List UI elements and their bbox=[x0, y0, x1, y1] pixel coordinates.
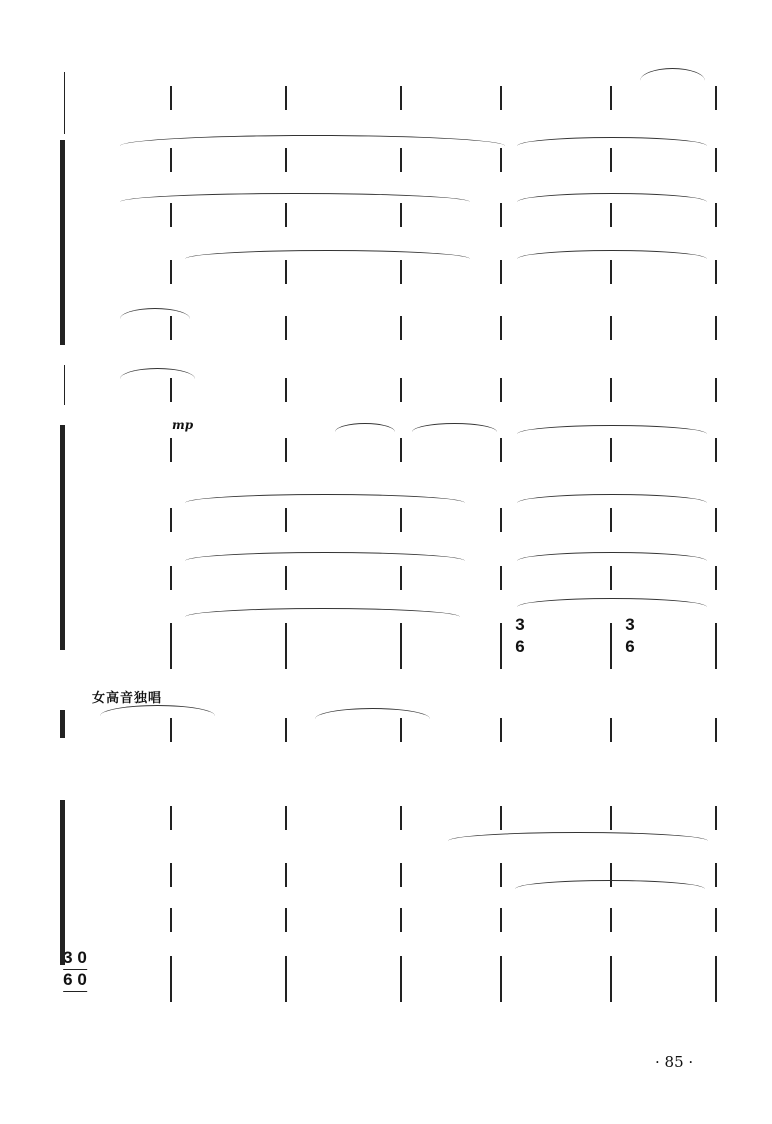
barline bbox=[500, 623, 502, 669]
barline bbox=[400, 956, 402, 1002]
barline bbox=[610, 148, 612, 172]
barline bbox=[170, 863, 172, 887]
barline bbox=[715, 623, 717, 669]
barline bbox=[500, 148, 502, 172]
barline bbox=[170, 623, 172, 669]
barline bbox=[170, 316, 172, 340]
barline bbox=[285, 203, 287, 227]
choir-bracket bbox=[60, 140, 65, 345]
slur bbox=[517, 137, 707, 146]
dynamic-marking: mp bbox=[172, 418, 194, 432]
barline bbox=[170, 956, 172, 1002]
slur bbox=[185, 494, 465, 503]
slur bbox=[412, 423, 497, 432]
note: 6 bbox=[625, 637, 635, 656]
barline bbox=[285, 908, 287, 932]
barline bbox=[285, 378, 287, 402]
barline bbox=[400, 508, 402, 532]
barline bbox=[170, 203, 172, 227]
section-title: 女高音独唱 bbox=[92, 691, 163, 706]
slur bbox=[335, 423, 395, 432]
barline bbox=[170, 566, 172, 590]
barline bbox=[500, 718, 502, 742]
barline bbox=[285, 956, 287, 1002]
barline bbox=[400, 806, 402, 830]
slur bbox=[517, 494, 707, 503]
note: 6 bbox=[515, 637, 525, 656]
barline bbox=[285, 863, 287, 887]
slur bbox=[185, 552, 465, 561]
barline bbox=[715, 148, 717, 172]
barline bbox=[715, 438, 717, 462]
barline bbox=[715, 316, 717, 340]
barline bbox=[500, 260, 502, 284]
page-number: · 85 · bbox=[655, 1053, 694, 1071]
barline bbox=[610, 566, 612, 590]
slur bbox=[185, 250, 470, 259]
barline bbox=[285, 566, 287, 590]
slur bbox=[640, 68, 705, 81]
repeat-bar bbox=[60, 710, 65, 738]
barline bbox=[400, 260, 402, 284]
barline bbox=[610, 260, 612, 284]
barline bbox=[400, 203, 402, 227]
barline bbox=[400, 908, 402, 932]
barline bbox=[285, 806, 287, 830]
solo-bracket bbox=[64, 365, 65, 405]
barline bbox=[285, 438, 287, 462]
barline bbox=[500, 378, 502, 402]
barline bbox=[610, 203, 612, 227]
barline bbox=[500, 203, 502, 227]
choir-bracket bbox=[60, 425, 65, 650]
note: 6 0 bbox=[63, 970, 87, 992]
barline bbox=[400, 378, 402, 402]
slur bbox=[515, 880, 705, 889]
slur bbox=[120, 193, 470, 202]
barline bbox=[610, 956, 612, 1002]
barline bbox=[500, 806, 502, 830]
barline bbox=[170, 86, 172, 110]
barline bbox=[285, 148, 287, 172]
barline bbox=[285, 718, 287, 742]
barline bbox=[610, 86, 612, 110]
barline bbox=[400, 148, 402, 172]
slur bbox=[100, 705, 215, 716]
barline bbox=[610, 438, 612, 462]
barline bbox=[500, 508, 502, 532]
barline bbox=[400, 718, 402, 742]
slur bbox=[120, 368, 195, 379]
barline bbox=[610, 378, 612, 402]
barline bbox=[285, 623, 287, 669]
slur bbox=[517, 425, 707, 434]
barline bbox=[610, 908, 612, 932]
slur bbox=[517, 552, 707, 561]
barline bbox=[285, 508, 287, 532]
note: 3 bbox=[625, 615, 635, 634]
barline bbox=[500, 438, 502, 462]
barline bbox=[715, 806, 717, 830]
barline bbox=[500, 956, 502, 1002]
barline bbox=[715, 86, 717, 110]
barline bbox=[170, 718, 172, 742]
barline bbox=[170, 260, 172, 284]
barline bbox=[500, 316, 502, 340]
barline bbox=[400, 623, 402, 669]
barline bbox=[715, 378, 717, 402]
barline bbox=[715, 260, 717, 284]
barline bbox=[170, 508, 172, 532]
barline bbox=[170, 438, 172, 462]
barline bbox=[500, 566, 502, 590]
slur bbox=[120, 308, 190, 319]
barline bbox=[400, 863, 402, 887]
slur bbox=[120, 135, 505, 146]
barline bbox=[285, 86, 287, 110]
slur bbox=[185, 608, 460, 617]
barline bbox=[715, 956, 717, 1002]
barline bbox=[715, 566, 717, 590]
solo-bracket bbox=[64, 72, 65, 134]
barline bbox=[170, 806, 172, 830]
barline bbox=[610, 806, 612, 830]
barline bbox=[285, 260, 287, 284]
slur bbox=[517, 193, 707, 202]
barline bbox=[400, 86, 402, 110]
slur bbox=[517, 250, 707, 259]
barline bbox=[715, 508, 717, 532]
barline bbox=[610, 316, 612, 340]
barline bbox=[715, 203, 717, 227]
barline bbox=[500, 908, 502, 932]
choir-bracket bbox=[60, 800, 65, 965]
barline bbox=[500, 86, 502, 110]
slur bbox=[315, 708, 430, 719]
note: 3 0 bbox=[63, 948, 87, 970]
barline bbox=[170, 148, 172, 172]
barline bbox=[610, 508, 612, 532]
barline bbox=[500, 863, 502, 887]
slur bbox=[517, 598, 707, 607]
barline bbox=[715, 718, 717, 742]
barline bbox=[400, 566, 402, 590]
barline bbox=[610, 718, 612, 742]
barline bbox=[400, 438, 402, 462]
slur bbox=[448, 832, 708, 841]
barline bbox=[715, 863, 717, 887]
barline bbox=[400, 316, 402, 340]
barline bbox=[170, 908, 172, 932]
barline bbox=[285, 316, 287, 340]
barline bbox=[610, 623, 612, 669]
barline bbox=[715, 908, 717, 932]
note: 3 bbox=[515, 615, 525, 634]
barline bbox=[170, 378, 172, 402]
